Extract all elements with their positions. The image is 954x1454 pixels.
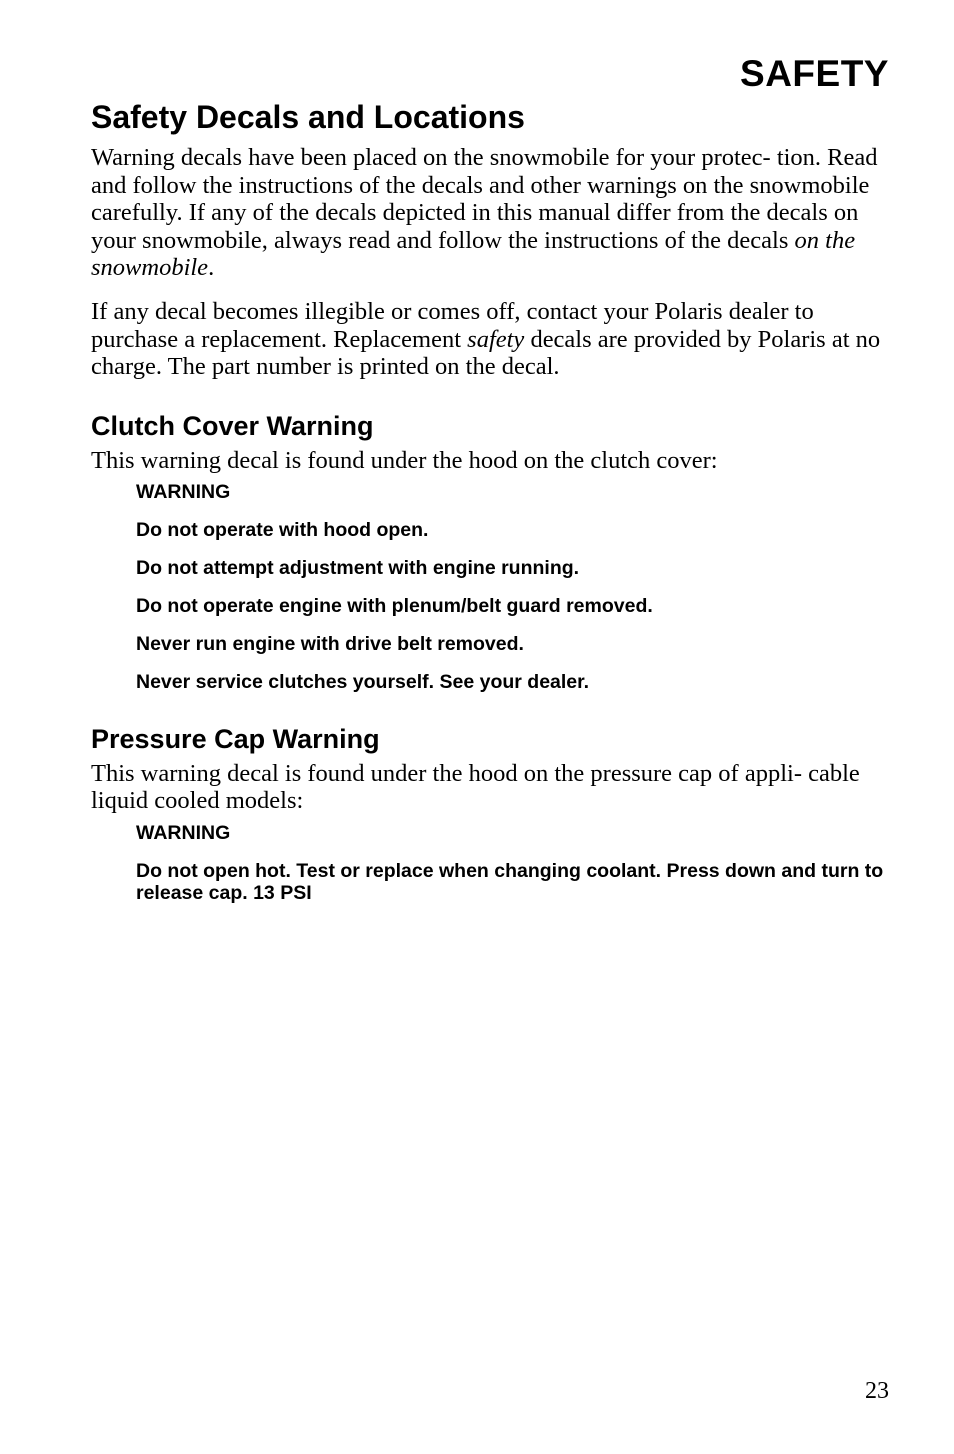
clutch-decal-line: Never service clutches yourself. See your dealer.: [136, 671, 590, 694]
intro-p1-end: .: [208, 254, 215, 282]
pressure-heading: Pressure Cap Warning: [91, 723, 380, 754]
pressure-decal-line: WARNING: [136, 822, 231, 845]
intro-paragraph-1: [91, 144, 889, 282]
clutch-heading: Clutch Cover Warning: [91, 410, 374, 441]
pressure-decal-line: Do not open hot. Test or replace when changing coolant. Press down and turn to release cap. 13 PSI: [136, 860, 884, 904]
clutch-decal-line: Never run engine with drive belt removed.: [136, 633, 524, 656]
clutch-decal-line: Do not attempt adjustment with engine running.: [136, 557, 580, 580]
page-number: 23: [865, 1378, 889, 1404]
page-content: [91, 97, 889, 921]
intro-p2-end: decals are provided by Polaris at no charge. The part number is printed on the decal.: [91, 325, 881, 381]
pressure-decal-text: [136, 823, 889, 904]
intro-p1-text: Warning decals have been placed on the snowmobile for your protec- tion. Read and follow the instructions of the decals and other warnings on the snowmobile carefully. If any of the decals depicted in this manual differ from the decals on your snowmobile, always read and follow the instructions of the decals: [91, 144, 878, 254]
intro-paragraph-2: [91, 298, 889, 381]
pressure-body: This warning decal is found under the hood on the pressure cap of appli- cable liquid cooled models:: [91, 759, 860, 815]
intro-p1-emphasis: on the snowmobile: [91, 226, 856, 282]
clutch-decal-line: WARNING: [136, 481, 231, 504]
clutch-decal-text: [136, 482, 889, 694]
intro-p2-text: If any decal becomes illegible or comes off, contact your Polaris dealer to purchase a replacement. Replacement: [91, 297, 814, 353]
manual-page: [91, 0, 889, 1454]
section-header: SAFETY: [740, 53, 889, 94]
clutch-decal-line: Do not operate engine with plenum/belt guard removed.: [136, 595, 653, 618]
intro-p2-emphasis: safety: [467, 325, 525, 353]
clutch-body: This warning decal is found under the hood on the clutch cover:: [91, 446, 718, 474]
clutch-decal-line: Do not operate with hood open.: [136, 519, 429, 542]
page-title: Safety Decals and Locations: [91, 99, 525, 135]
